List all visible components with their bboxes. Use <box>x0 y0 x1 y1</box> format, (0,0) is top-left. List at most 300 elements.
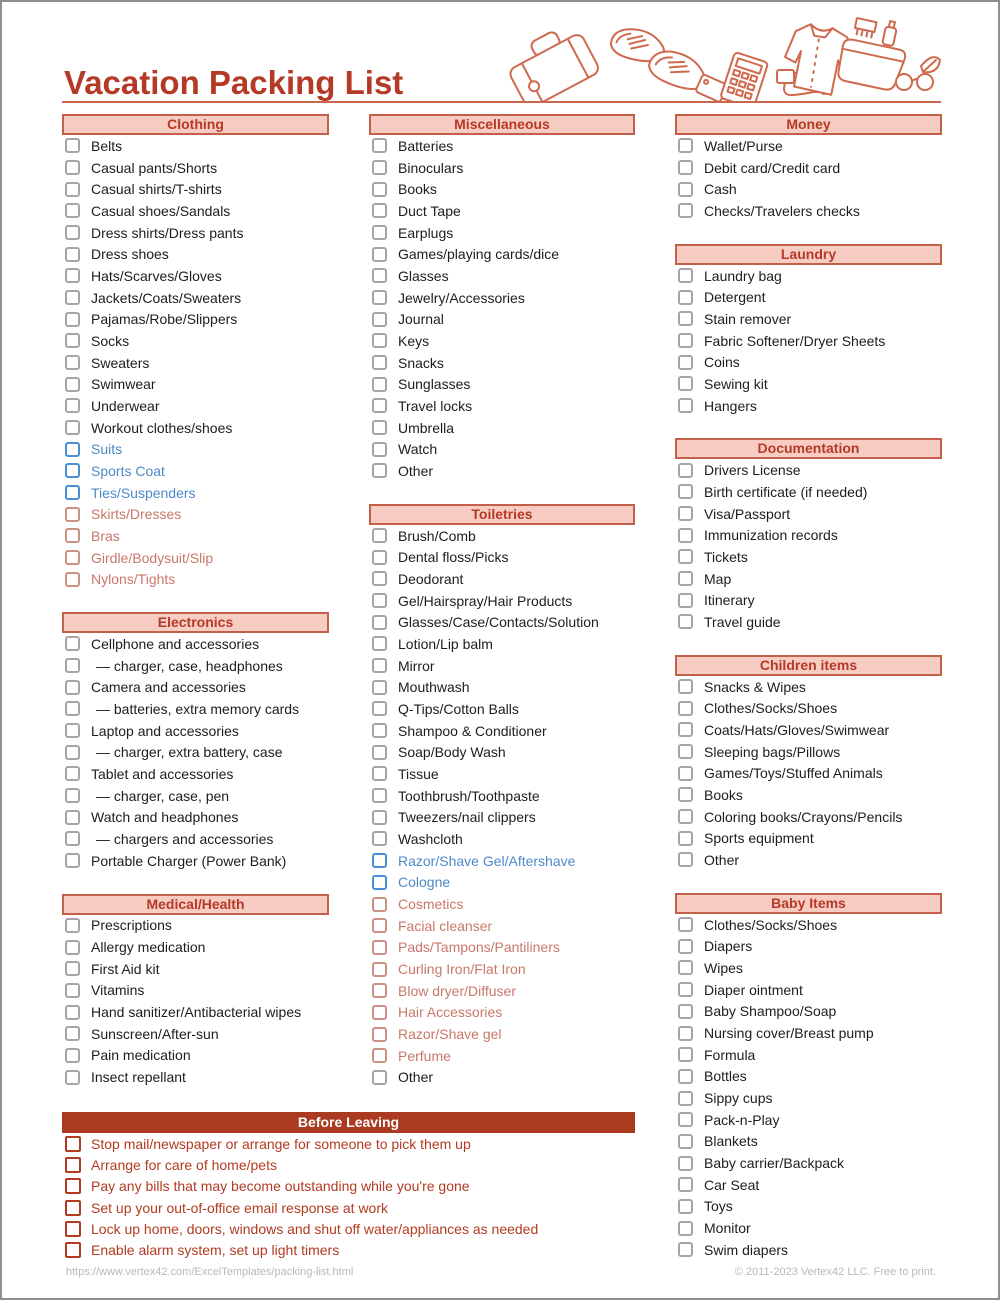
checklist-item <box>62 157 329 179</box>
item-label: Binoculars <box>398 159 464 176</box>
checkbox-unchecked[interactable] <box>372 636 387 651</box>
checkbox-unchecked[interactable] <box>65 333 80 348</box>
checkbox-unchecked[interactable] <box>65 225 80 240</box>
checkbox-unchecked[interactable] <box>65 1026 80 1041</box>
item-label: Coats/Hats/Gloves/Swimwear <box>704 721 890 738</box>
checklist-item <box>675 459 942 481</box>
checkbox-unchecked[interactable] <box>65 290 80 305</box>
item-label: Pack-n-Play <box>704 1111 780 1128</box>
checklist-item <box>62 1176 635 1197</box>
checkbox-unchecked[interactable] <box>65 485 80 500</box>
item-label: Games/Toys/Stuffed Animals <box>704 765 883 782</box>
checkbox-unchecked[interactable] <box>678 1069 693 1084</box>
checkbox-unchecked[interactable] <box>65 1178 81 1194</box>
checkbox-unchecked[interactable] <box>372 182 387 197</box>
checklist-item <box>62 243 329 265</box>
checkbox-unchecked[interactable] <box>65 1048 80 1063</box>
checkbox-unchecked[interactable] <box>65 723 80 738</box>
checkbox-unchecked[interactable] <box>678 722 693 737</box>
checkbox-unchecked[interactable] <box>65 1136 81 1152</box>
checkbox-unchecked[interactable] <box>65 268 80 283</box>
checklist-item <box>675 589 942 611</box>
checklist-item <box>369 980 635 1002</box>
checkbox-unchecked[interactable] <box>678 960 693 975</box>
checklist-item <box>369 135 635 157</box>
item-label: Casual pants/Shorts <box>91 159 218 176</box>
checkbox-unchecked[interactable] <box>678 549 693 564</box>
checkbox-unchecked[interactable] <box>65 701 80 716</box>
checkbox-unchecked[interactable] <box>372 377 387 392</box>
item-label: Enable alarm system, set up light timers <box>91 1242 340 1259</box>
item-label: Coins <box>704 354 740 371</box>
checkbox-unchecked[interactable] <box>372 463 387 478</box>
item-label: Other <box>398 1069 434 1086</box>
checklist-item <box>62 1197 635 1218</box>
checklist-item <box>62 222 329 244</box>
checkbox-unchecked[interactable] <box>65 940 80 955</box>
item-label: Bras <box>91 527 120 544</box>
checklist-item <box>369 763 635 785</box>
checkbox-unchecked[interactable] <box>678 939 693 954</box>
checklist-item <box>675 1087 942 1109</box>
checklist-item <box>369 373 635 395</box>
checklist-item <box>369 525 635 547</box>
checklist-item <box>675 1001 942 1023</box>
checkbox-unchecked[interactable] <box>372 593 387 608</box>
item-label: Deodorant <box>398 570 464 587</box>
checklist-item <box>369 676 635 698</box>
checkbox-unchecked[interactable] <box>678 355 693 370</box>
checkbox-unchecked[interactable] <box>372 528 387 543</box>
item-label: Coloring books/Crayons/Pencils <box>704 808 903 825</box>
checklist-item <box>675 719 942 741</box>
item-label: Drivers License <box>704 462 801 479</box>
checkbox-unchecked[interactable] <box>65 355 80 370</box>
item-label: Birth certificate (if needed) <box>704 483 868 500</box>
item-label: Pajamas/Robe/Slippers <box>91 311 238 328</box>
checkbox-unchecked[interactable] <box>372 398 387 413</box>
checkbox-unchecked[interactable] <box>65 463 80 478</box>
checkbox-unchecked[interactable] <box>678 376 693 391</box>
item-label: Casual shoes/Sandals <box>91 202 231 219</box>
item-label: Clothes/Socks/Shoes <box>704 700 838 717</box>
item-label: Stop mail/newspaper or arrange for someone to pick them up <box>91 1135 471 1152</box>
checklist-item <box>369 872 635 894</box>
checkbox-unchecked[interactable] <box>678 917 693 932</box>
checklist-item <box>62 352 329 374</box>
checkbox-unchecked[interactable] <box>678 528 693 543</box>
item-label: Sweaters <box>91 354 150 371</box>
item-label: Vitamins <box>91 982 145 999</box>
item-label: First Aid kit <box>91 960 160 977</box>
checklist-item <box>369 1002 635 1024</box>
checklist-item <box>62 200 329 222</box>
checklist-item <box>675 957 942 979</box>
checkbox-unchecked[interactable] <box>678 831 693 846</box>
item-label: Cellphone and accessories <box>91 635 260 652</box>
item-label: Games/playing cards/dice <box>398 246 560 263</box>
checklist-item <box>675 1109 942 1131</box>
checkbox-unchecked[interactable] <box>678 1242 693 1257</box>
checkbox-unchecked[interactable] <box>65 788 80 803</box>
checkbox-unchecked[interactable] <box>372 333 387 348</box>
checkbox-unchecked[interactable] <box>372 203 387 218</box>
item-label: Swim diapers <box>704 1241 789 1258</box>
checklist-item <box>675 849 942 871</box>
checkbox-unchecked[interactable] <box>65 1005 80 1020</box>
checklist-item <box>369 698 635 720</box>
checkbox-unchecked[interactable] <box>65 680 80 695</box>
item-label: Workout clothes/shoes <box>91 419 233 436</box>
checkbox-unchecked[interactable] <box>372 831 387 846</box>
checkbox-unchecked[interactable] <box>678 701 693 716</box>
item-label: Ties/Suspenders <box>91 484 196 501</box>
checkbox-unchecked[interactable] <box>372 290 387 305</box>
item-label: Car Seat <box>704 1176 760 1193</box>
checklist-item <box>62 568 329 590</box>
checkbox-unchecked[interactable] <box>372 1070 387 1085</box>
checklist-item <box>369 1023 635 1045</box>
checkbox-unchecked[interactable] <box>678 463 693 478</box>
checkbox-unchecked[interactable] <box>678 1112 693 1127</box>
checklist-item <box>62 1133 635 1154</box>
checkbox-unchecked[interactable] <box>372 1005 387 1020</box>
checklist-item <box>62 503 329 525</box>
checkbox-unchecked[interactable] <box>372 983 387 998</box>
item-label: Nursing cover/Breast pump <box>704 1025 874 1041</box>
item-label: — charger, case, pen <box>96 787 230 804</box>
item-label: Hangers <box>704 397 757 414</box>
item-label: Baby Shampoo/Soap <box>704 1003 837 1020</box>
item-label: Watch and headphones <box>91 809 239 826</box>
checklist-item <box>62 178 329 200</box>
checklist-item <box>369 806 635 828</box>
item-label: Gel/Hairspray/Hair Products <box>398 592 573 609</box>
checkbox-unchecked[interactable] <box>678 679 693 694</box>
checkbox-unchecked[interactable] <box>65 203 80 218</box>
checkbox-unchecked[interactable] <box>65 810 80 825</box>
checklist-item <box>675 1066 942 1088</box>
checklist-item <box>369 937 635 959</box>
checklist-item <box>675 676 942 698</box>
checkbox-unchecked[interactable] <box>678 766 693 781</box>
section-header: Electronics <box>62 612 329 633</box>
checklist-item <box>369 460 635 482</box>
item-label: Skirts/Dresses <box>91 506 182 523</box>
item-label: Baby carrier/Backpack <box>704 1155 845 1172</box>
checklist-item <box>369 893 635 915</box>
checklist-item <box>62 395 329 417</box>
checkbox-unchecked[interactable] <box>65 528 80 543</box>
checkbox-unchecked[interactable] <box>65 1070 80 1085</box>
item-label: Travel guide <box>704 613 781 630</box>
checklist-item <box>369 785 635 807</box>
checkbox-unchecked[interactable] <box>65 507 80 522</box>
checklist-item <box>675 1152 942 1174</box>
checkbox-unchecked[interactable] <box>678 182 693 197</box>
item-label: Dress shoes <box>91 246 169 263</box>
checklist-item <box>675 286 942 308</box>
page-title-rest: Packing List <box>199 64 404 102</box>
checkbox-unchecked[interactable] <box>372 962 387 977</box>
checkbox-unchecked[interactable] <box>678 1026 693 1041</box>
checkbox-unchecked[interactable] <box>678 614 693 629</box>
checkbox-unchecked[interactable] <box>65 442 80 457</box>
checkbox-unchecked[interactable] <box>65 636 80 651</box>
checkbox-unchecked[interactable] <box>678 1221 693 1236</box>
checkbox-unchecked[interactable] <box>372 788 387 803</box>
item-label: Checks/Travelers checks <box>704 202 860 219</box>
item-label: Bottles <box>704 1068 747 1085</box>
checkbox-unchecked[interactable] <box>65 1221 81 1237</box>
checkbox-unchecked[interactable] <box>372 355 387 370</box>
item-label: Portable Charger (Power Bank) <box>91 852 287 869</box>
item-label: Belts <box>91 137 123 154</box>
checkbox-unchecked[interactable] <box>678 484 693 499</box>
checklist-item <box>369 157 635 179</box>
section-documentation <box>675 438 942 632</box>
checkbox-unchecked[interactable] <box>678 333 693 348</box>
checkbox-unchecked[interactable] <box>372 723 387 738</box>
column-3 <box>675 114 942 1283</box>
checkbox-unchecked[interactable] <box>678 744 693 759</box>
item-label: Tweezers/nail clippers <box>398 809 536 826</box>
checklist-item <box>62 850 329 872</box>
item-label: Diapers <box>704 938 753 955</box>
checklist-item <box>675 611 942 633</box>
checkbox-unchecked[interactable] <box>678 160 693 175</box>
checkbox-unchecked[interactable] <box>372 745 387 760</box>
suitcase-icon <box>507 20 601 102</box>
checkbox-unchecked[interactable] <box>372 940 387 955</box>
checkbox-unchecked[interactable] <box>65 312 80 327</box>
checklist-item <box>369 546 635 568</box>
column-2 <box>369 114 635 1283</box>
checklist-item <box>62 655 329 677</box>
checklist-item <box>62 1001 329 1023</box>
item-label: Journal <box>398 311 444 328</box>
checkbox-unchecked[interactable] <box>678 1177 693 1192</box>
checkbox-unchecked[interactable] <box>65 160 80 175</box>
before-leaving-header: Before Leaving <box>62 1112 635 1133</box>
checkbox-unchecked[interactable] <box>678 290 693 305</box>
checklist-columns <box>62 114 941 1283</box>
checklist-item <box>369 1067 635 1089</box>
checklist-item <box>675 200 942 222</box>
checkbox-unchecked[interactable] <box>65 247 80 262</box>
item-label: Lock up home, doors, windows and shut off water/appliances as needed <box>91 1220 539 1237</box>
checkbox-unchecked[interactable] <box>372 810 387 825</box>
checkbox-unchecked[interactable] <box>372 571 387 586</box>
item-label: Perfume <box>398 1047 451 1064</box>
checkbox-unchecked[interactable] <box>372 680 387 695</box>
item-label: Fabric Softener/Dryer Sheets <box>704 332 886 349</box>
checkbox-unchecked[interactable] <box>678 852 693 867</box>
checklist-item <box>675 373 942 395</box>
checkbox-unchecked[interactable] <box>65 572 80 587</box>
checkbox-unchecked[interactable] <box>65 550 80 565</box>
checklist-item <box>369 417 635 439</box>
item-label: Blow dryer/Diffuser <box>398 982 517 999</box>
checklist-item <box>675 265 942 287</box>
checklist-item <box>675 1044 942 1066</box>
checkbox-unchecked[interactable] <box>372 420 387 435</box>
checklist-item <box>369 633 635 655</box>
checklist-item <box>369 395 635 417</box>
checkbox-unchecked[interactable] <box>65 961 80 976</box>
checklist-item <box>675 914 942 936</box>
item-label: Set up your out-of-office email response at work <box>91 1199 389 1216</box>
checklist-item <box>62 373 329 395</box>
item-label: Pain medication <box>91 1047 191 1064</box>
item-label: Wallet/Purse <box>704 137 783 154</box>
item-label: Pay any bills that may become outstanding while you're gone <box>91 1178 470 1195</box>
checkbox-unchecked[interactable] <box>678 268 693 283</box>
item-label: Sports equipment <box>704 830 814 847</box>
item-label: Shampoo & Conditioner <box>398 722 547 739</box>
checkbox-unchecked[interactable] <box>372 1048 387 1063</box>
checkbox-unchecked[interactable] <box>372 138 387 153</box>
checkbox-unchecked[interactable] <box>372 442 387 457</box>
item-label: Curling Iron/Flat Iron <box>398 961 526 978</box>
item-label: Earplugs <box>398 224 454 241</box>
checkbox-unchecked[interactable] <box>678 787 693 802</box>
item-label: Stain remover <box>704 310 792 327</box>
checklist-item <box>62 438 329 460</box>
checklist-item <box>62 763 329 785</box>
checkbox-unchecked[interactable] <box>65 918 80 933</box>
section-baby-items <box>675 893 942 1261</box>
checkbox-unchecked[interactable] <box>65 377 80 392</box>
section-header: Clothing <box>62 114 329 135</box>
item-label: Other <box>398 462 434 479</box>
checkbox-unchecked[interactable] <box>372 312 387 327</box>
checkbox-unchecked[interactable] <box>372 268 387 283</box>
checklist-item <box>675 546 942 568</box>
footer-copyright: © 2011-2023 Vertex42 LLC. Free to print. <box>734 1266 936 1278</box>
checkbox-unchecked[interactable] <box>372 766 387 781</box>
checkbox-unchecked[interactable] <box>372 247 387 262</box>
checklist-item <box>675 1131 942 1153</box>
checkbox-unchecked[interactable] <box>678 1047 693 1062</box>
checkbox-unchecked[interactable] <box>372 658 387 673</box>
item-label: Sleeping bags/Pillows <box>704 743 841 760</box>
item-label: Girdle/Bodysuit/Slip <box>91 549 214 566</box>
item-label: Duct Tape <box>398 202 461 219</box>
item-label: Sunglasses <box>398 376 471 393</box>
checkbox-unchecked[interactable] <box>65 658 80 673</box>
section-header: Laundry <box>675 244 942 265</box>
item-label: Mirror <box>398 657 435 674</box>
section-header: Children items <box>675 655 942 676</box>
checklist-item <box>369 741 635 763</box>
checklist-item <box>62 460 329 482</box>
checkbox-unchecked[interactable] <box>372 918 387 933</box>
item-label: Laundry bag <box>704 267 782 284</box>
checklist-item <box>675 481 942 503</box>
checkbox-unchecked[interactable] <box>678 311 693 326</box>
checkbox-unchecked[interactable] <box>65 983 80 998</box>
checkbox-unchecked[interactable] <box>65 1242 81 1258</box>
item-label: Arrange for care of home/pets <box>91 1156 277 1173</box>
checkbox-unchecked[interactable] <box>65 138 80 153</box>
checklist-item <box>675 1239 942 1261</box>
checkbox-unchecked[interactable] <box>372 615 387 630</box>
checkbox-unchecked[interactable] <box>372 875 387 890</box>
checkbox-unchecked[interactable] <box>678 1004 693 1019</box>
item-label: Wipes <box>704 959 743 976</box>
item-label: Hand sanitizer/Antibacterial wipes <box>91 1004 302 1021</box>
section-electronics <box>62 612 329 871</box>
checklist-item <box>675 178 942 200</box>
item-label: Sunscreen/After-sun <box>91 1025 219 1042</box>
checkbox-unchecked[interactable] <box>372 225 387 240</box>
item-label: Immunization records <box>704 527 838 544</box>
item-label: Casual shirts/T-shirts <box>91 181 222 198</box>
checklist-item <box>369 720 635 742</box>
checkbox-unchecked[interactable] <box>65 398 80 413</box>
checkbox-unchecked[interactable] <box>678 1091 693 1106</box>
checkbox-unchecked[interactable] <box>372 853 387 868</box>
checkbox-unchecked[interactable] <box>65 853 80 868</box>
checkbox-unchecked[interactable] <box>65 420 80 435</box>
item-label: Monitor <box>704 1220 751 1237</box>
column-1 <box>62 114 329 1283</box>
checkbox-unchecked[interactable] <box>678 809 693 824</box>
travel-items-illustration <box>507 8 941 102</box>
checkbox-unchecked[interactable] <box>678 593 693 608</box>
checklist-item <box>62 1218 635 1239</box>
item-label: Cologne <box>398 874 451 891</box>
checkbox-unchecked[interactable] <box>678 138 693 153</box>
checklist-item <box>675 1196 942 1218</box>
checkbox-unchecked[interactable] <box>372 550 387 565</box>
section-before-leaving <box>62 1112 635 1261</box>
item-label: Nylons/Tights <box>91 571 176 588</box>
checkbox-unchecked[interactable] <box>65 1200 81 1216</box>
checkbox-unchecked[interactable] <box>65 766 80 781</box>
item-label: Tickets <box>704 548 748 565</box>
item-label: Blankets <box>704 1133 758 1150</box>
checkbox-unchecked[interactable] <box>678 1156 693 1171</box>
item-label: Mouthwash <box>398 679 470 696</box>
checkbox-unchecked[interactable] <box>372 897 387 912</box>
checkbox-unchecked[interactable] <box>678 203 693 218</box>
checkbox-unchecked[interactable] <box>65 1157 81 1173</box>
item-label: Books <box>398 181 437 198</box>
item-label: Snacks & Wipes <box>704 678 806 695</box>
checkbox-unchecked[interactable] <box>678 506 693 521</box>
checklist-item <box>62 958 329 980</box>
checklist-item <box>369 1045 635 1067</box>
item-label: Suits <box>91 441 123 458</box>
checkbox-unchecked[interactable] <box>372 160 387 175</box>
checkbox-unchecked[interactable] <box>678 1134 693 1149</box>
section-miscellaneous <box>369 114 635 482</box>
checkbox-unchecked[interactable] <box>678 398 693 413</box>
section-header: Toiletries <box>369 504 635 525</box>
checkbox-unchecked[interactable] <box>678 1199 693 1214</box>
checklist-item <box>369 287 635 309</box>
checkbox-unchecked[interactable] <box>678 982 693 997</box>
checkbox-unchecked[interactable] <box>65 182 80 197</box>
checkbox-unchecked[interactable] <box>372 701 387 716</box>
checklist-item <box>369 330 635 352</box>
checkbox-unchecked[interactable] <box>65 831 80 846</box>
checkbox-unchecked[interactable] <box>65 745 80 760</box>
checkbox-unchecked[interactable] <box>678 571 693 586</box>
checkbox-unchecked[interactable] <box>372 1027 387 1042</box>
